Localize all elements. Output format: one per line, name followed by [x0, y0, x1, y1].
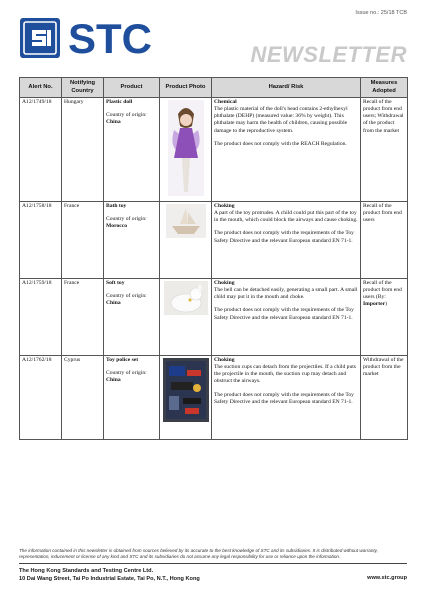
- alert-number: A12/1762/18: [20, 356, 62, 440]
- photo-cell: [160, 202, 212, 279]
- photo-cell: [160, 98, 212, 202]
- hazard-title: Choking: [214, 280, 235, 286]
- footer-divider: [19, 563, 407, 564]
- boat-photo-icon: [166, 204, 206, 238]
- plush-photo-icon: [164, 281, 208, 315]
- alert-number: A12/1759/18: [20, 279, 62, 356]
- measures-cell: [361, 279, 408, 356]
- product-name: Soft toy: [106, 280, 125, 286]
- svg-text:STC: STC: [68, 18, 152, 58]
- hazard-cell: [212, 356, 361, 440]
- compliance-note: The product does not comply with the requirements of the Toy Safety Directive and the relevant European standard EN 71-1.: [214, 307, 354, 321]
- origin-label: Country of origin:: [106, 293, 147, 300]
- table-row: [20, 98, 408, 202]
- alert-number: A12/1749/18: [20, 98, 62, 202]
- col-alert-no: Alert No.: [20, 78, 62, 98]
- compliance-note: The product does not comply with the requirements of the Toy Safety Directive and the relevant European standard EN 71-1.: [214, 391, 354, 405]
- origin-label: Country of origin:: [106, 370, 147, 377]
- product-cell: [104, 356, 160, 440]
- hazard-cell: [212, 98, 361, 202]
- product-name: Bath toy: [106, 203, 127, 209]
- table-header-row: [20, 78, 408, 98]
- measures-importer: Importer: [363, 301, 386, 308]
- product-cell: [104, 202, 160, 279]
- photo-cell: [160, 279, 212, 356]
- col-notifying-country: Notifying Country: [62, 78, 104, 98]
- table-row: [20, 202, 408, 279]
- footer-company-block: [19, 567, 200, 583]
- origin-country: Morocco: [106, 223, 128, 230]
- hazard-title: Chemical: [214, 99, 237, 105]
- hazard-cell: [212, 202, 361, 279]
- origin-label: Country of origin:: [106, 112, 147, 119]
- police-set-photo-icon: [163, 358, 209, 422]
- hazard-title: Choking: [214, 357, 235, 363]
- table-row: [20, 356, 408, 440]
- product-name: Toy police set: [106, 357, 139, 363]
- product-cell: [104, 279, 160, 356]
- company-address: 10 Dai Wang Street, Tai Po Industrial Estate, Tai Po, N.T., Hong Kong: [19, 576, 200, 583]
- compliance-note: The product does not comply with the REACH Regulation.: [214, 140, 347, 147]
- product-name: Plastic doll: [106, 99, 133, 105]
- col-product-photo: Product Photo: [160, 78, 212, 98]
- origin-label: Country of origin:: [106, 216, 147, 223]
- alert-number: A12/1758/18: [20, 202, 62, 279]
- hazard-cell: [212, 279, 361, 356]
- hazard-description: The bell can be detached easily, generating a small part. A small child may put it in the mouth and choke.: [214, 287, 358, 301]
- col-measures-adopted: Measures Adopted: [361, 78, 408, 98]
- hazard-description: The plastic material of the doll's head contains 2-ethylhexyl phthalate (DEHP) (measured value: 36% by weight). This phthalate may harm the health of children, causing possible damage to the reproductive system.: [214, 106, 348, 134]
- doll-photo-icon: [168, 100, 204, 196]
- alerts-table: [19, 77, 408, 440]
- measures-adopted: Recall of the product from end users (By:: [363, 280, 402, 301]
- product-cell: [104, 98, 160, 202]
- photo-cell: [160, 356, 212, 440]
- col-hazard-risk: Hazard/ Risk: [212, 78, 361, 98]
- notifying-country: Cyprus: [62, 356, 104, 440]
- measures-adopted: Recall of the product from end users: [361, 202, 408, 279]
- hazard-description: The suction cups can detach from the projectiles. If a child puts the projectile in the mouth, the suction cup may detach and obstruct the airways.: [214, 364, 356, 385]
- newsletter-banner: NEWSLETTER: [250, 42, 407, 67]
- issue-number: Issue no.: 25/18 TCB: [355, 10, 407, 16]
- measures-close: ): [385, 301, 387, 308]
- notifying-country: Hungary: [62, 98, 104, 202]
- table-row: [20, 279, 408, 356]
- compliance-note: The product does not comply with the requirements of the Toy Safety Directive and the relevant European standard EN 71-1.: [214, 230, 354, 244]
- website-link[interactable]: www.stc.group: [367, 575, 407, 581]
- origin-country: China: [106, 377, 121, 384]
- origin-country: China: [106, 300, 121, 307]
- footer-disclaimer: The information contained in this newsletter is obtained from sources believed by its accurate to the best knowledge of STC and its subsidiaries. It is distributed without warranty, representation, inducement or license of any kind and STC and its subsidiaries do not assume any legal responsibility for use or reliance upon the information.: [19, 548, 378, 559]
- hazard-description: A part of the toy protrudes. A child could put this part of the toy in the mouth, which could block the airways and cause choking.: [214, 210, 358, 224]
- notifying-country: France: [62, 279, 104, 356]
- measures-adopted: Withdrawal of the product from the market: [361, 356, 408, 440]
- notifying-country: France: [62, 202, 104, 279]
- col-product: Product: [104, 78, 160, 98]
- origin-country: China: [106, 119, 121, 126]
- hazard-title: Choking: [214, 203, 235, 209]
- company-name: The Hong Kong Standards and Testing Centre Ltd.: [19, 568, 154, 574]
- stc-logo: [20, 18, 210, 58]
- measures-adopted: Recall of the product from end users; Withdrawal of the product from the market: [361, 98, 408, 202]
